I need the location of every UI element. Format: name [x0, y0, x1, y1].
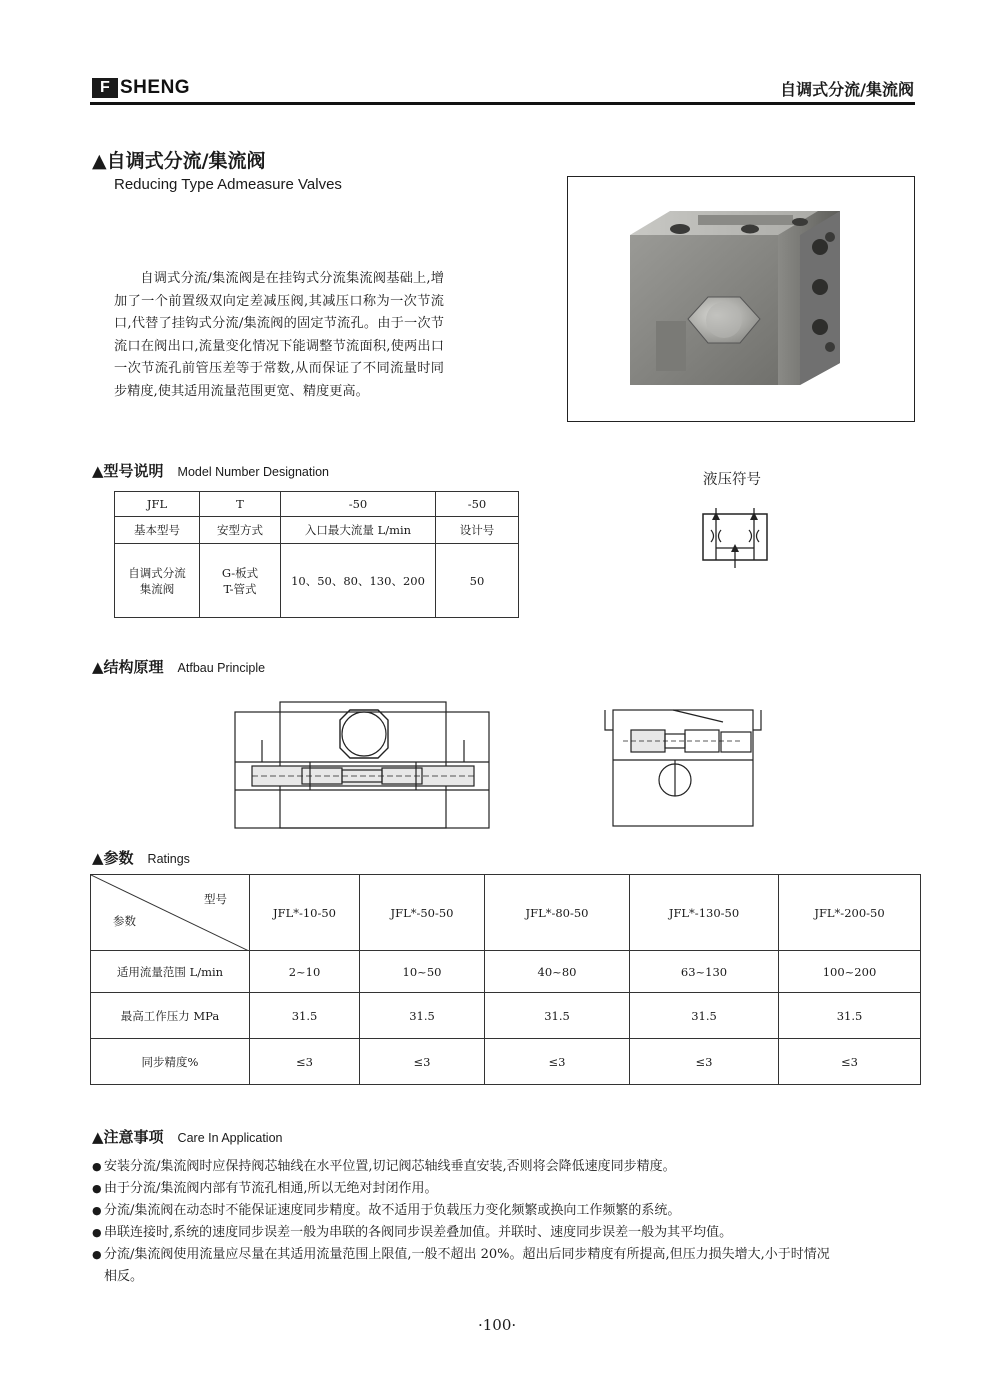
- ratings-cell: ≤3: [485, 1039, 630, 1085]
- model-value: 50: [436, 544, 519, 618]
- header-title: 自调式分流/集流阀: [780, 80, 914, 99]
- ratings-cell: 31.5: [250, 993, 360, 1039]
- hydraulic-symbol: [700, 508, 772, 574]
- bullet-icon: ●: [92, 1226, 102, 1239]
- ratings-cell: 31.5: [779, 993, 921, 1039]
- ratings-cell: ≤3: [779, 1039, 921, 1085]
- bullet-icon: ●: [92, 1160, 102, 1173]
- ratings-model-header: JFL*-10-50: [250, 875, 360, 951]
- model-code: T: [200, 492, 281, 517]
- model-header: 基本型号: [115, 517, 200, 544]
- ratings-model-header: JFL*-50-50: [360, 875, 485, 951]
- ratings-row-label: 同步精度%: [91, 1039, 250, 1085]
- table-row: [91, 1039, 921, 1085]
- table-row: [91, 951, 921, 993]
- bullet-icon: ●: [92, 1248, 102, 1261]
- ratings-cell: ≤3: [250, 1039, 360, 1085]
- model-code: -50: [281, 492, 436, 517]
- ratings-table: [90, 874, 921, 1085]
- model-code: -50: [436, 492, 519, 517]
- page-title: ▲自调式分流/集流阀: [92, 150, 266, 172]
- intro-paragraph: 自调式分流/集流阀是在挂钩式分流集流阀基础上,增加了一个前置级双向定差减压阀,其减压口称为一次节流口,代替了挂钩式分流/集流阀的固定节流孔。由于一次节流口在阀出口,流量变化情况下能调整节流面积,使两出口一次节流孔前管压差等于常数,从而保证了不同流量时同步精度,使其适用流量范围更宽、精度更高。: [114, 271, 444, 399]
- ratings-model-header: JFL*-200-50: [779, 875, 921, 951]
- ratings-cell: 31.5: [485, 993, 630, 1039]
- structure-drawing-front: [232, 700, 494, 834]
- structure-drawing-side: [603, 700, 763, 832]
- ratings-cell: 63~130: [630, 951, 779, 993]
- section-structure-title: ▲结构原理: [92, 658, 164, 676]
- corner-top-label: 型号: [204, 892, 227, 906]
- list-item: [92, 1244, 832, 1288]
- ratings-corner-cell: [91, 875, 250, 951]
- ratings-cell: 31.5: [360, 993, 485, 1039]
- ratings-cell: 40~80: [485, 951, 630, 993]
- care-item-text: 串联连接时,系统的速度同步误差一般为串联的各阀同步误差叠加值。并联时、速度同步误差一般为其平均值。: [104, 1225, 733, 1240]
- list-item: [92, 1178, 832, 1200]
- ratings-model-header: JFL*-130-50: [630, 875, 779, 951]
- care-item-text: 由于分流/集流阀内部有节流孔相通,所以无绝对封闭作用。: [104, 1181, 438, 1196]
- logo-text: SHENG: [120, 77, 191, 98]
- section-model-subtitle: Model Number Designation: [177, 465, 330, 479]
- logo-letter: F: [100, 79, 110, 96]
- section-care-title: ▲注意事项: [92, 1128, 164, 1146]
- care-item-text: 分流/集流阀在动态时不能保证速度同步精度。故不适用于负载压力变化频繁或换向工作频繁的系统。: [104, 1203, 681, 1218]
- list-item: [92, 1156, 832, 1178]
- hydraulic-symbol-icon: [700, 508, 772, 570]
- model-header: 安型方式: [200, 517, 281, 544]
- section-structure-heading: [92, 656, 265, 677]
- section-care-subtitle: Care In Application: [177, 1131, 283, 1145]
- model-header: 设计号: [436, 517, 519, 544]
- logo-mark: [92, 78, 118, 98]
- model-value: G-板式 T-管式: [200, 544, 281, 618]
- model-code: JFL: [115, 492, 200, 517]
- model-value: 自调式分流 集流阀: [115, 544, 200, 618]
- header-rule: [90, 102, 915, 105]
- model-table: [114, 491, 519, 618]
- cross-section-side: [603, 700, 763, 828]
- model-header: 入口最大流量 L/min: [281, 517, 436, 544]
- bullet-icon: ●: [92, 1204, 102, 1217]
- cross-section-front: [232, 700, 494, 830]
- ratings-cell: 31.5: [630, 993, 779, 1039]
- ratings-model-header: JFL*-80-50: [485, 875, 630, 951]
- section-structure-subtitle: Atfbau Principle: [177, 661, 266, 675]
- section-model-heading: [92, 460, 329, 481]
- table-row: [91, 993, 921, 1039]
- section-care-heading: [92, 1126, 282, 1147]
- care-item-text: 分流/集流阀使用流量应尽量在其适用流量范围上限值,一般不超出 20%。超出后同步精度有所提高,但压力损失增大,小于时情况相反。: [104, 1247, 830, 1284]
- ratings-cell: 10~50: [360, 951, 485, 993]
- valve-illustration: [568, 177, 913, 420]
- care-list: [92, 1156, 832, 1288]
- ratings-cell: ≤3: [630, 1039, 779, 1085]
- page-number: ·100·: [478, 1316, 517, 1334]
- brand-logo: [92, 77, 190, 99]
- section-ratings-title: ▲参数: [92, 849, 134, 867]
- ratings-row-label: 最高工作压力 MPa: [91, 993, 250, 1039]
- section-ratings-heading: [92, 847, 190, 868]
- corner-bottom-label: 参数: [113, 914, 136, 928]
- ratings-cell: 2~10: [250, 951, 360, 993]
- section-model-title: ▲型号说明: [92, 462, 164, 480]
- ratings-cell: 100~200: [779, 951, 921, 993]
- list-item: [92, 1200, 832, 1222]
- model-value: 10、50、80、130、200: [281, 544, 436, 618]
- ratings-cell: ≤3: [360, 1039, 485, 1085]
- list-item: [92, 1222, 832, 1244]
- ratings-row-label: 适用流量范围 L/min: [91, 951, 250, 993]
- page-subtitle: Reducing Type Admeasure Valves: [114, 176, 342, 193]
- section-ratings-subtitle: Ratings: [147, 852, 190, 866]
- bullet-icon: ●: [92, 1182, 102, 1195]
- symbol-title: 液压符号: [703, 472, 761, 488]
- care-item-text: 安装分流/集流阀时应保持阀芯轴线在水平位置,切记阀芯轴线垂直安装,否则将会降低速度同步精度。: [104, 1159, 676, 1174]
- product-photo: [567, 176, 915, 422]
